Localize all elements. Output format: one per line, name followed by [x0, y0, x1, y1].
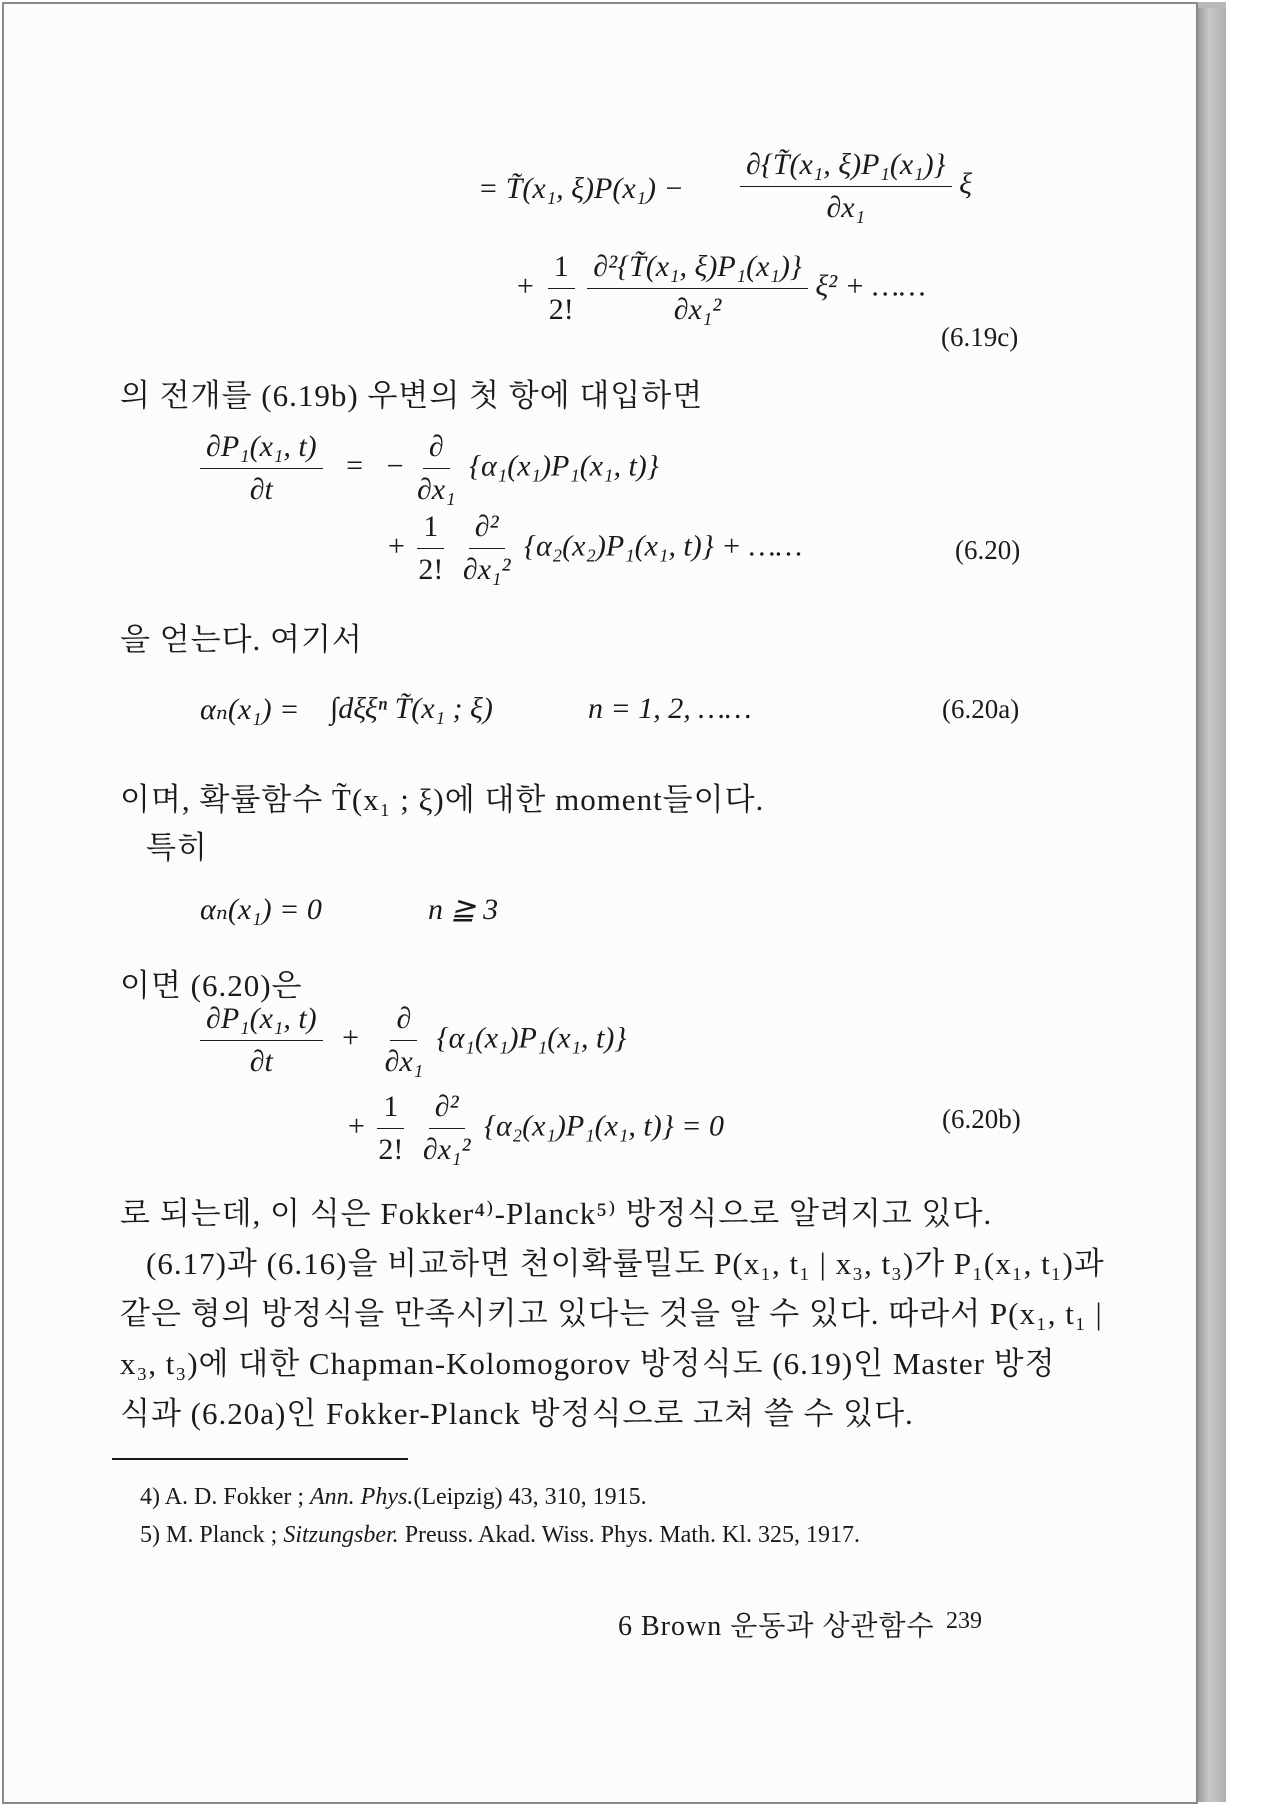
eq-6-19c-tail1: ξ	[959, 167, 972, 201]
plus-sign: +	[515, 269, 536, 303]
footnote-author: A. D. Fokker ;	[164, 1484, 305, 1510]
cond-rhs: n ≧ 3	[428, 893, 499, 926]
cond-lhs: αₙ(x₁) = 0	[200, 893, 322, 926]
minus-sign: −	[386, 449, 404, 483]
para-line: x₃, t₃)에 대한 Chapman-Kolomogorov 방정식도 (6.19)인 Master 방정	[120, 1346, 1056, 1381]
footnote-journal: Ann. Phys.	[310, 1484, 414, 1510]
footnote-4	[140, 1484, 647, 1511]
eq-number-6-20b: (6.20b)	[942, 1104, 1021, 1134]
eq-6-20b-line1	[200, 1002, 626, 1079]
frac-denominator: ∂t	[249, 473, 273, 506]
eq-6-20-term2: {α₂(x₂)P₁(x₁, t)} + ……	[524, 529, 803, 563]
eq-6-20b-line2	[348, 1090, 724, 1167]
para-line: 같은 형의 방정식을 만족시키고 있다는 것을 알 수 있다. 따라서 P(x₁, t₁ |	[120, 1296, 1103, 1331]
eq-6-20-line1	[200, 430, 659, 507]
plus-sign: +	[348, 1109, 365, 1143]
book-spine-edge	[1198, 8, 1226, 1802]
frac-denominator: ∂x₁²	[673, 293, 722, 326]
plus-sign: +	[388, 529, 405, 563]
footnote-number: 4)	[140, 1484, 160, 1510]
text-line-3: 이며, 확률함수 T̃(x₁ ; ξ)에 대한 moment들이다.	[120, 782, 765, 817]
eq-6-19c-line1	[478, 172, 684, 206]
coef-numerator: 1	[377, 1090, 404, 1129]
text-line-4: 특히	[146, 830, 208, 865]
footnote-5	[140, 1522, 860, 1549]
eq-number-6-19c: (6.19c)	[941, 322, 1019, 352]
footnote-divider	[112, 1458, 408, 1460]
text-line-6: 로 되는데, 이 식은 Fokker⁴⁾-Planck⁵⁾ 방정식으로 알려지고 있다.	[120, 1196, 993, 1231]
eq-number-6-20a: (6.20a)	[942, 694, 1020, 724]
coef-denominator: 2!	[378, 1133, 404, 1166]
para-line: (6.17)과 (6.16)을 비교하면 천이확률밀도 P(x₁, t₁ | x₃, t₃)가 P₁(x₁, t₁)과	[146, 1246, 1105, 1281]
eq-6-19c-frac1	[740, 148, 972, 225]
frac-denominator: ∂x₁	[416, 473, 456, 506]
running-footer: 6 Brown 운동과 상관함수	[618, 1611, 935, 1642]
text-line-1: 의 전개를 (6.19b) 우변의 첫 항에 대입하면	[120, 378, 704, 413]
eq-6-19c-tail2: ξ² + ……	[815, 269, 926, 303]
eq-6-20-term1: {α₁(x₁)P₁(x₁, t)}	[469, 449, 659, 483]
frac-numerator: ∂²	[429, 1090, 465, 1129]
footnote-reference: (Leipzig) 43, 310, 1915.	[413, 1484, 647, 1510]
text-line-2: 을 얻는다. 여기서	[120, 622, 363, 657]
equals-sign: =	[346, 449, 364, 483]
frac-denominator: ∂x₁	[826, 191, 866, 224]
eq-6-20a-integral: ∫dξξⁿ T̃(x₁ ; ξ)	[330, 692, 493, 725]
page-number: 239	[946, 1608, 982, 1634]
eq-6-20a-lhs: αₙ(x₁) =	[200, 693, 300, 726]
frac-denominator: ∂x₁	[384, 1045, 424, 1078]
eq-6-20b-term1: {α₁(x₁)P₁(x₁, t)}	[436, 1021, 627, 1055]
para-line: 식과 (6.20a)인 Fokker-Planck 방정식으로 고쳐 쓸 수 있다.	[120, 1396, 914, 1431]
coef-denominator: 2!	[548, 293, 574, 326]
eq-6-19c-lead: = T̃(x₁, ξ)P(x₁) −	[478, 172, 684, 205]
coef-denominator: 2!	[418, 553, 444, 586]
eq-6-19c-line2	[515, 250, 926, 327]
plus-sign: +	[342, 1021, 360, 1055]
frac-numerator: ∂{T̃(x₁, ξ)P₁(x₁)}	[740, 148, 952, 187]
footnote-number: 5)	[140, 1522, 160, 1548]
frac-numerator: ∂²{T̃(x₁, ξ)P₁(x₁)}	[587, 250, 808, 289]
frac-numerator: ∂P₁(x₁, t)	[200, 1002, 323, 1041]
footnote-journal: Sitzungsber.	[283, 1522, 399, 1548]
frac-denominator: ∂x₁²	[462, 553, 511, 586]
frac-numerator: ∂	[390, 1002, 417, 1041]
coef-numerator: 1	[548, 250, 575, 289]
footnote-author: M. Planck ;	[166, 1522, 278, 1548]
coef-numerator: 1	[417, 510, 444, 549]
eq-6-20-line2	[388, 510, 802, 587]
frac-numerator: ∂	[423, 430, 450, 469]
frac-numerator: ∂²	[469, 510, 505, 549]
eq-number-6-20: (6.20)	[955, 535, 1021, 565]
eq-6-20a-range: n = 1, 2, ……	[588, 692, 752, 725]
footnote-reference: Preuss. Akad. Wiss. Phys. Math. Kl. 325, 1917.	[404, 1522, 860, 1548]
frac-denominator: ∂x₁²	[422, 1133, 471, 1166]
eq-6-20b-term2: {α₂(x₁)P₁(x₁, t)} = 0	[484, 1109, 724, 1143]
frac-denominator: ∂t	[249, 1045, 273, 1078]
frac-numerator: ∂P₁(x₁, t)	[200, 430, 323, 469]
text-line-5: 이면 (6.20)은	[120, 968, 303, 1003]
